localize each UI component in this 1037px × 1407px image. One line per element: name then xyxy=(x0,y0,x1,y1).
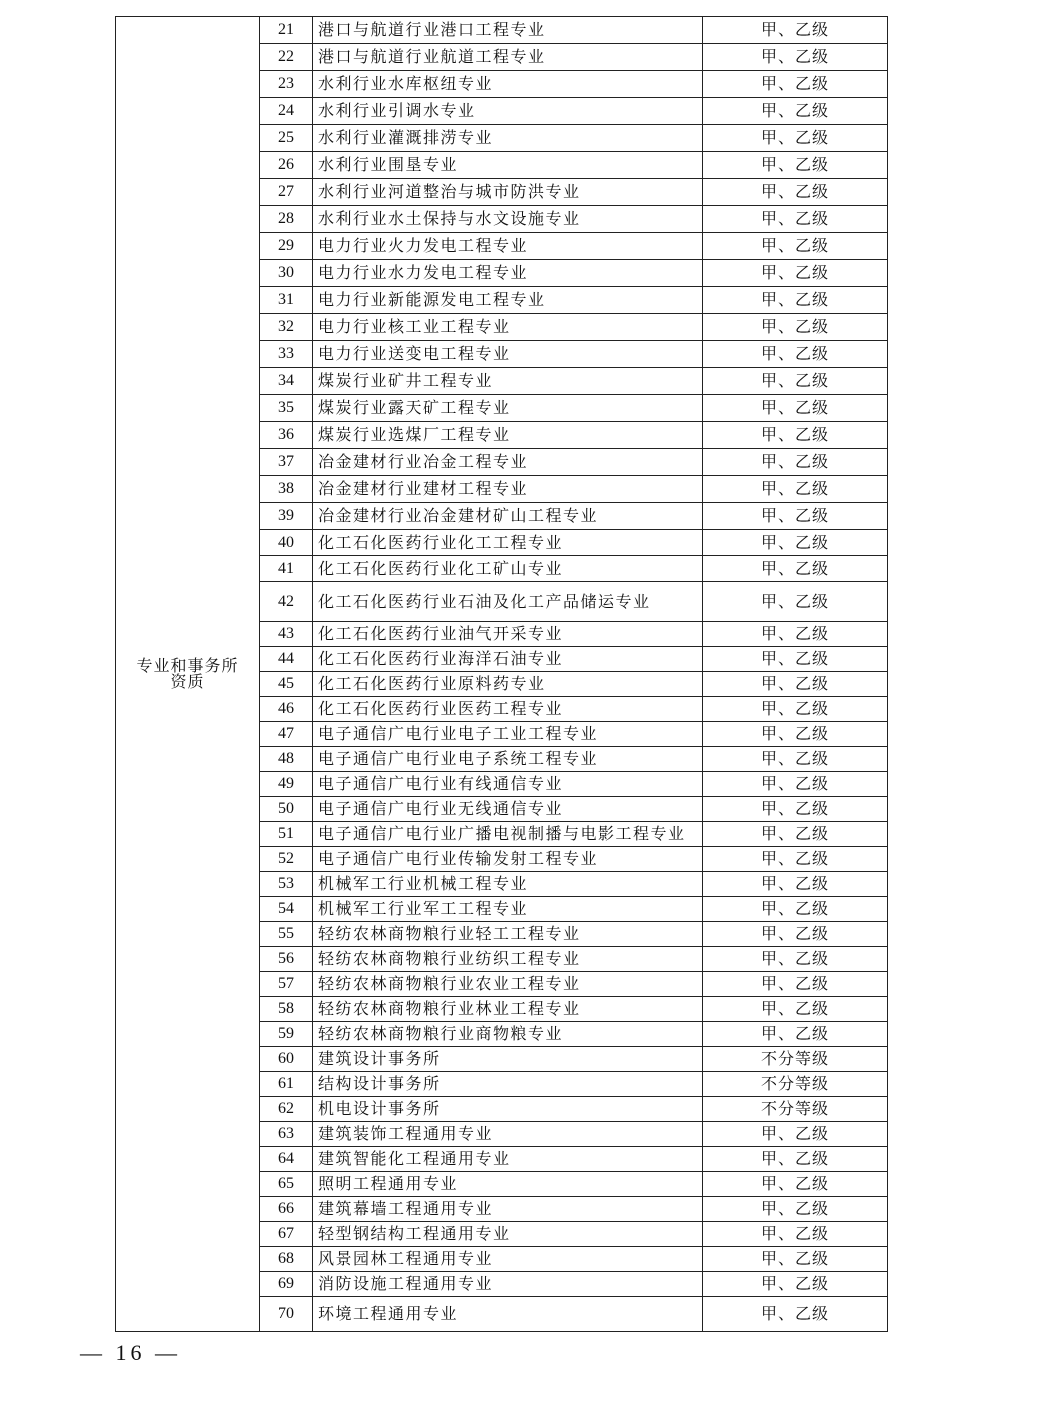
specialty-name-cell: 煤炭行业选煤厂工程专业 xyxy=(313,422,703,449)
specialty-name-cell: 化工石化医药行业原料药专业 xyxy=(313,672,703,697)
specialty-name-cell: 环境工程通用专业 xyxy=(313,1297,703,1332)
row-number-cell: 62 xyxy=(260,1097,313,1122)
specialty-name-cell: 结构设计事务所 xyxy=(313,1072,703,1097)
specialty-name-cell: 电力行业新能源发电工程专业 xyxy=(313,287,703,314)
specialty-name-cell: 冶金建材行业冶金建材矿山工程专业 xyxy=(313,503,703,530)
grade-cell: 甲、乙级 xyxy=(703,206,888,233)
row-number-cell: 64 xyxy=(260,1147,313,1172)
grade-cell: 甲、乙级 xyxy=(703,476,888,503)
specialty-name-cell: 煤炭行业矿井工程专业 xyxy=(313,368,703,395)
grade-cell: 甲、乙级 xyxy=(703,71,888,98)
row-number-cell: 52 xyxy=(260,847,313,872)
row-number-cell: 67 xyxy=(260,1222,313,1247)
table-row xyxy=(116,17,888,44)
grade-cell: 甲、乙级 xyxy=(703,44,888,71)
specialty-name-cell: 电力行业送变电工程专业 xyxy=(313,341,703,368)
category-label-line1: 专业和事务所 xyxy=(136,656,239,675)
specialty-name-cell: 建筑装饰工程通用专业 xyxy=(313,1122,703,1147)
specialty-name-cell: 化工石化医药行业海洋石油专业 xyxy=(313,647,703,672)
row-number-cell: 26 xyxy=(260,152,313,179)
specialty-name-cell: 电子通信广电行业广播电视制播与电影工程专业 xyxy=(313,822,703,847)
grade-cell: 甲、乙级 xyxy=(703,697,888,722)
grade-cell: 甲、乙级 xyxy=(703,17,888,44)
grade-cell: 甲、乙级 xyxy=(703,1297,888,1332)
row-number-cell: 25 xyxy=(260,125,313,152)
qualification-table xyxy=(115,16,888,1332)
specialty-name-cell: 水利行业水库枢纽专业 xyxy=(313,71,703,98)
row-number-cell: 49 xyxy=(260,772,313,797)
grade-cell: 甲、乙级 xyxy=(703,872,888,897)
grade-cell: 甲、乙级 xyxy=(703,530,888,556)
specialty-name-cell: 冶金建材行业建材工程专业 xyxy=(313,476,703,503)
row-number-cell: 32 xyxy=(260,314,313,341)
row-number-cell: 59 xyxy=(260,1022,313,1047)
grade-cell: 甲、乙级 xyxy=(703,922,888,947)
specialty-name-cell: 化工石化医药行业石油及化工产品储运专业 xyxy=(313,582,703,622)
row-number-cell: 53 xyxy=(260,872,313,897)
row-number-cell: 24 xyxy=(260,98,313,125)
row-number-cell: 48 xyxy=(260,747,313,772)
specialty-name-cell: 煤炭行业露天矿工程专业 xyxy=(313,395,703,422)
row-number-cell: 65 xyxy=(260,1172,313,1197)
specialty-name-cell: 电子通信广电行业电子系统工程专业 xyxy=(313,747,703,772)
specialty-name-cell: 化工石化医药行业化工矿山专业 xyxy=(313,556,703,582)
row-number-cell: 31 xyxy=(260,287,313,314)
specialty-name-cell: 电子通信广电行业无线通信专业 xyxy=(313,797,703,822)
grade-cell: 甲、乙级 xyxy=(703,556,888,582)
row-number-cell: 29 xyxy=(260,233,313,260)
grade-cell: 甲、乙级 xyxy=(703,647,888,672)
row-number-cell: 40 xyxy=(260,530,313,556)
row-number-cell: 46 xyxy=(260,697,313,722)
specialty-name-cell: 轻纺农林商物粮行业林业工程专业 xyxy=(313,997,703,1022)
grade-cell: 甲、乙级 xyxy=(703,582,888,622)
grade-cell: 甲、乙级 xyxy=(703,972,888,997)
row-number-cell: 70 xyxy=(260,1297,313,1332)
row-number-cell: 51 xyxy=(260,822,313,847)
specialty-name-cell: 轻纺农林商物粮行业商物粮专业 xyxy=(313,1022,703,1047)
grade-cell: 甲、乙级 xyxy=(703,797,888,822)
specialty-name-cell: 电力行业核工业工程专业 xyxy=(313,314,703,341)
grade-cell: 甲、乙级 xyxy=(703,1197,888,1222)
specialty-name-cell: 轻纺农林商物粮行业农业工程专业 xyxy=(313,972,703,997)
grade-cell: 甲、乙级 xyxy=(703,260,888,287)
category-cell xyxy=(116,17,260,1332)
specialty-name-cell: 轻纺农林商物粮行业轻工工程专业 xyxy=(313,922,703,947)
row-number-cell: 57 xyxy=(260,972,313,997)
specialty-name-cell: 电子通信广电行业电子工业工程专业 xyxy=(313,722,703,747)
specialty-name-cell: 电力行业水力发电工程专业 xyxy=(313,260,703,287)
grade-cell: 甲、乙级 xyxy=(703,503,888,530)
grade-cell: 甲、乙级 xyxy=(703,1022,888,1047)
specialty-name-cell: 电子通信广电行业有线通信专业 xyxy=(313,772,703,797)
grade-cell: 甲、乙级 xyxy=(703,847,888,872)
specialty-name-cell: 消防设施工程通用专业 xyxy=(313,1272,703,1297)
specialty-name-cell: 港口与航道行业港口工程专业 xyxy=(313,17,703,44)
specialty-name-cell: 化工石化医药行业油气开采专业 xyxy=(313,622,703,647)
specialty-name-cell: 化工石化医药行业化工工程专业 xyxy=(313,530,703,556)
specialty-name-cell: 水利行业河道整治与城市防洪专业 xyxy=(313,179,703,206)
row-number-cell: 44 xyxy=(260,647,313,672)
row-number-cell: 37 xyxy=(260,449,313,476)
row-number-cell: 68 xyxy=(260,1247,313,1272)
grade-cell: 甲、乙级 xyxy=(703,1172,888,1197)
row-number-cell: 54 xyxy=(260,897,313,922)
grade-cell: 甲、乙级 xyxy=(703,422,888,449)
grade-cell: 不分等级 xyxy=(703,1072,888,1097)
grade-cell: 甲、乙级 xyxy=(703,449,888,476)
specialty-name-cell: 照明工程通用专业 xyxy=(313,1172,703,1197)
specialty-name-cell: 化工石化医药行业医药工程专业 xyxy=(313,697,703,722)
row-number-cell: 33 xyxy=(260,341,313,368)
grade-cell: 甲、乙级 xyxy=(703,897,888,922)
grade-cell: 甲、乙级 xyxy=(703,822,888,847)
specialty-name-cell: 水利行业引调水专业 xyxy=(313,98,703,125)
row-number-cell: 23 xyxy=(260,71,313,98)
grade-cell: 甲、乙级 xyxy=(703,233,888,260)
grade-cell: 甲、乙级 xyxy=(703,747,888,772)
page-number: — 16 — xyxy=(80,1340,181,1365)
row-number-cell: 69 xyxy=(260,1272,313,1297)
grade-cell: 甲、乙级 xyxy=(703,997,888,1022)
specialty-name-cell: 建筑幕墙工程通用专业 xyxy=(313,1197,703,1222)
row-number-cell: 22 xyxy=(260,44,313,71)
row-number-cell: 45 xyxy=(260,672,313,697)
grade-cell: 甲、乙级 xyxy=(703,1122,888,1147)
grade-cell: 甲、乙级 xyxy=(703,1272,888,1297)
row-number-cell: 36 xyxy=(260,422,313,449)
specialty-name-cell: 建筑设计事务所 xyxy=(313,1047,703,1072)
specialty-name-cell: 轻纺农林商物粮行业纺织工程专业 xyxy=(313,947,703,972)
row-number-cell: 47 xyxy=(260,722,313,747)
row-number-cell: 35 xyxy=(260,395,313,422)
grade-cell: 甲、乙级 xyxy=(703,368,888,395)
row-number-cell: 58 xyxy=(260,997,313,1022)
row-number-cell: 63 xyxy=(260,1122,313,1147)
grade-cell: 甲、乙级 xyxy=(703,179,888,206)
grade-cell: 甲、乙级 xyxy=(703,772,888,797)
grade-cell: 甲、乙级 xyxy=(703,1222,888,1247)
grade-cell: 甲、乙级 xyxy=(703,672,888,697)
row-number-cell: 43 xyxy=(260,622,313,647)
row-number-cell: 60 xyxy=(260,1047,313,1072)
grade-cell: 甲、乙级 xyxy=(703,947,888,972)
grade-cell: 甲、乙级 xyxy=(703,395,888,422)
row-number-cell: 28 xyxy=(260,206,313,233)
row-number-cell: 61 xyxy=(260,1072,313,1097)
table-body xyxy=(116,17,888,1332)
grade-cell: 甲、乙级 xyxy=(703,152,888,179)
row-number-cell: 39 xyxy=(260,503,313,530)
grade-cell: 甲、乙级 xyxy=(703,98,888,125)
specialty-name-cell: 水利行业围垦专业 xyxy=(313,152,703,179)
grade-cell: 甲、乙级 xyxy=(703,125,888,152)
row-number-cell: 42 xyxy=(260,582,313,622)
specialty-name-cell: 轻型钢结构工程通用专业 xyxy=(313,1222,703,1247)
specialty-name-cell: 建筑智能化工程通用专业 xyxy=(313,1147,703,1172)
grade-cell: 甲、乙级 xyxy=(703,314,888,341)
grade-cell: 甲、乙级 xyxy=(703,622,888,647)
grade-cell: 甲、乙级 xyxy=(703,1247,888,1272)
specialty-name-cell: 电力行业火力发电工程专业 xyxy=(313,233,703,260)
row-number-cell: 38 xyxy=(260,476,313,503)
grade-cell: 甲、乙级 xyxy=(703,722,888,747)
category-label-line2: 资质 xyxy=(170,672,205,691)
grade-cell: 甲、乙级 xyxy=(703,287,888,314)
grade-cell: 不分等级 xyxy=(703,1047,888,1072)
specialty-name-cell: 机电设计事务所 xyxy=(313,1097,703,1122)
row-number-cell: 55 xyxy=(260,922,313,947)
row-number-cell: 27 xyxy=(260,179,313,206)
specialty-name-cell: 电子通信广电行业传输发射工程专业 xyxy=(313,847,703,872)
grade-cell: 甲、乙级 xyxy=(703,1147,888,1172)
row-number-cell: 56 xyxy=(260,947,313,972)
row-number-cell: 34 xyxy=(260,368,313,395)
specialty-name-cell: 冶金建材行业冶金工程专业 xyxy=(313,449,703,476)
row-number-cell: 50 xyxy=(260,797,313,822)
row-number-cell: 30 xyxy=(260,260,313,287)
row-number-cell: 21 xyxy=(260,17,313,44)
specialty-name-cell: 水利行业灌溉排涝专业 xyxy=(313,125,703,152)
specialty-name-cell: 机械军工行业军工工程专业 xyxy=(313,897,703,922)
grade-cell: 不分等级 xyxy=(703,1097,888,1122)
specialty-name-cell: 机械军工行业机械工程专业 xyxy=(313,872,703,897)
specialty-name-cell: 水利行业水土保持与水文设施专业 xyxy=(313,206,703,233)
specialty-name-cell: 港口与航道行业航道工程专业 xyxy=(313,44,703,71)
row-number-cell: 41 xyxy=(260,556,313,582)
grade-cell: 甲、乙级 xyxy=(703,341,888,368)
row-number-cell: 66 xyxy=(260,1197,313,1222)
specialty-name-cell: 风景园林工程通用专业 xyxy=(313,1247,703,1272)
